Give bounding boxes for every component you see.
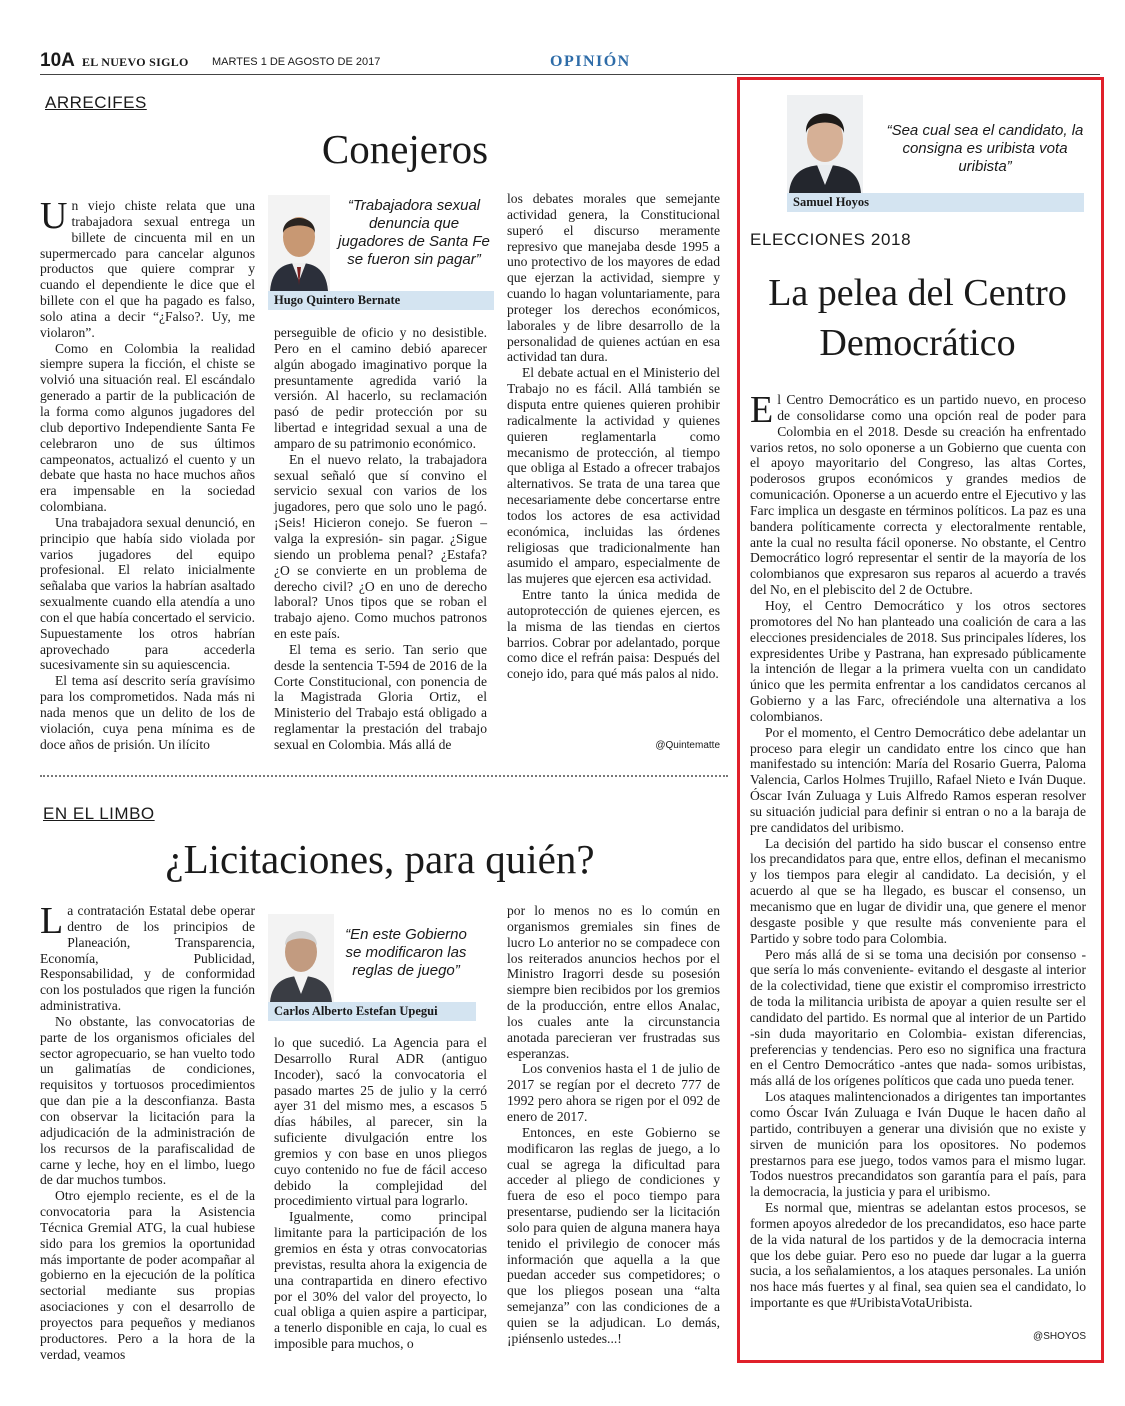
article1-column-1 bbox=[40, 195, 255, 758]
article3-author-handle: @SHOYOS bbox=[1033, 1331, 1086, 1342]
article1-paragraph: El tema es serio. Tan serio que desde la sentencia T-594 de 2016 de la Corte Constitucional, con ponencia de la Magistrada Gloria Ortiz, el Ministerio del Trabajo está obligado a reglamentar la prestación del trabajo sexual en Colombia. Más allá de bbox=[274, 641, 487, 752]
article2-column-2 bbox=[274, 1035, 487, 1355]
article3-paragraph: Los ataques malintencionados a dirigentes tan importantes como Óscar Iván Zuluaga e Iván Duque le hacen daño al partido, contribuyen a generar una división que no existe y sirven de munición para los opositores. No podemos prestarnos para ese juego, todos vamos para el mismo lugar. Todos nuestros precandidatos son garantía para el país, para la democracia, la justicia y para el uribismo. bbox=[750, 1089, 1086, 1200]
article2-column-1 bbox=[40, 900, 255, 1362]
article2-author-box bbox=[268, 914, 476, 1024]
article1-paragraph: En el nuevo relato, la trabajadora sexual señaló que sí convino el servicio sexual con varios de los jugadores, pero que solo uno le pagó. ¡Seis! Hicieron conejo. Se fueron –valga la expresión- sin pagar. ¿Sigue siendo un problema penal? ¿Estafa? ¿O se convierte en un problema de derecho civil? ¿O en uno de derecho laboral? Unos tipos que se roban el trabajo ajeno. Como muchos patronos en este país. bbox=[274, 451, 487, 642]
section-title: OPINIÓN bbox=[550, 53, 631, 70]
author-photo bbox=[268, 195, 330, 291]
article3-pull-quote: “Sea cual sea el candidato, la consigna es uribista vota uribista” bbox=[886, 122, 1084, 175]
article3-title: La pelea del Centro Democrático bbox=[768, 272, 1067, 364]
article1-kicker: ARRECIFES bbox=[45, 93, 147, 112]
section-divider bbox=[40, 775, 728, 777]
article2-kicker: EN EL LIMBO bbox=[43, 804, 155, 823]
article2-paragraph: por lo menos no es lo común en organismos gremiales sin fines de lucro Lo anterior no se compadece con los reiterados anuncios hechos por el Ministro Iragorri desde su posesión siempre bien recibidos por los gremios de la producción, entre ellos Analac, los cuales ante la circunstancia anotada parecieran ver frustradas sus esperanzas. bbox=[507, 903, 720, 1061]
article2-title: ¿Licitaciones, para quién? bbox=[165, 836, 595, 882]
article2-paragraph: Entonces, en este Gobierno se modificaron las reglas de juego, a lo cual se agrega la dificultad para acceder al pliego de condiciones y fuera de eso el poco tiempo para presentarse, pudiendo ser la licitación solo para quien de alguna manera haya tenido el privilegio de conocer más información que aquella a la que puedan acceder sus competidores; o que los pliegos posean una “alta semejanza” con las condiciones de a quien se la adjudican. Lo demás, ¡piénsenlo ustedes...! bbox=[507, 1124, 720, 1346]
article3-body bbox=[750, 389, 1086, 1327]
article1-paragraph: El debate actual en el Ministerio del Trabajo no es fácil. Allá también se disputa entre quienes quieren prohibir radicalmente la actividad y quienes quieren reglamentarla como mecanismo de protección, al tiempo que obliga al Estado a ofrecer trabajos alternativos. Se trata de una tarea que necesariamente debe concertarse entre todos los actores de esa actividad económica, incluidas las órdenes religiosas que tradicionalmente han asumido el amparo, especialmente de las mujeres que ejercen esa actividad. bbox=[507, 365, 720, 587]
article2-paragraph: Igualmente, como principal limitante para la participación de los gremios en ésta y otras convocatorias previstas, resulta ahora la exigencia de una contrapartida en dinero efectivo por el 30% del valor del proyecto, lo cual obliga a quien aspire a participar, a tenerlo disponible en caja, lo cual es imposible para muchos, o bbox=[274, 1209, 487, 1352]
masthead bbox=[40, 50, 1100, 74]
article1-column-2 bbox=[274, 325, 487, 755]
article2-paragraph: Los convenios hasta el 1 de julio de 2017 se regían por el decreto 777 de 1992 pero ahora se rigen por el 092 de enero de 2017. bbox=[507, 1061, 720, 1124]
article1-paragraph: Entre tanto la única medida de autoprotección de quienes ejercen, es la misma de las tiendas en ciertos barrios. Cobrar por adelantado, porque como dice el refrán paisa: Después del conejo ido, para qué más palos al nido. bbox=[507, 587, 720, 682]
article3-paragraph: Hoy, el Centro Democrático y los otros sectores promotores del No han planteado una coalición de cara a las elecciones presidenciales de 2018. Sus principales líderes, los expresidentes Uribe y Pastrana, han expresado públicamente la intención de llegar a la primera vuelta con un candidato único que les permita enfrentar a los candidatos cercanos al Gobierno y a las Farc, ofreciéndole una alternativa a los colombianos. bbox=[750, 597, 1086, 724]
article1-pull-quote: “Trabajadora sexual denuncia que jugadores de Santa Fe se fueron sin pagar” bbox=[338, 197, 490, 268]
page-number: 10A bbox=[40, 50, 75, 71]
article2-paragraph: No obstante, las convocatorias de parte de los organismos oficiales del sector agropecuario, se han vuelto todo un galimatías de condiciones, requisitos y tortuosos procedimientos que dan pie a la desconfianza. Basta con observar la licitación para la adjudicación de la administración de los recursos de la parafiscalidad de carne y leche, hoy en el limbo, luego de dar muchos tumbos. bbox=[40, 1013, 255, 1188]
drop-cap: L bbox=[40, 900, 64, 942]
article1-column-3 bbox=[507, 191, 720, 736]
article1-author-name: Hugo Quintero Bernate bbox=[268, 291, 494, 310]
article3-paragraph: Pero más allá de si se toma una decisión por consenso -que sería lo más conveniente- evitando el desgaste al interior de la colectividad, tiene que existir el compromiso irrestricto de toda la militancia uribista de apoyar a quien resulte ser el candidato del partido. Es normal que al interior de un Partido -sin duda mayoritario en Colombia- existan diferencias, preferencias y tendencias. Pero eso no significa una fractura en el Centro Democrático -antes que nada- somos uribistas, más allá de los orígenes políticos que cada uno pueda tener. bbox=[750, 946, 1086, 1089]
article1-paragraph: Un viejo chiste relata que una trabajadora sexual entrega un billete de cincuenta mil en un supermercado para cancelar algunos productos que quiere comprar y cuando el dependiente le dice que el billete con el que ha pagado es falso, solo atina a decir “¿Falso?. Uy, me violaron”. bbox=[40, 195, 255, 340]
article3-paragraph: Por el momento, el Centro Democrático debe adelantar un proceso para elegir un candidato entre los cinco que han manifestado su intención: María del Rosario Guerra, Paloma Valencia, Carlos Holmes Trujillo, Rafael Nieto e Iván Duque. Óscar Iván Zuluaga y Luis Alfredo Ramos esperan resolver su situación judicial para definir si entran o no a la baraja de pre candidatos del uribismo. bbox=[750, 724, 1086, 835]
article1-author-box bbox=[268, 195, 494, 315]
article1-title: Conejeros bbox=[321, 126, 489, 172]
author-photo bbox=[787, 95, 863, 193]
publication-name: EL NUEVO SIGLO bbox=[82, 55, 189, 69]
drop-cap: E bbox=[750, 389, 774, 431]
article3-paragraph: Es normal que, mientras se adelantan estos procesos, se formen apoyos alrededor de los precandidatos, eso hace parte de la vida natural de los partidos y de la democracia interna que los debe guiar. Pero eso no puede dar lugar a la guerra sucia, a los señalamientos, a los ataques personales. La unión nos hace más fuertes y al final, sea quien sea el candidato, lo importante es que #UribistaVotaUribista. bbox=[750, 1200, 1086, 1311]
article2-paragraph: lo que sucedió. La Agencia para el Desarrollo Rural ADR (antiguo Incoder), sacó la convocatoria el pasado martes 25 de julio y la cerró ayer 31 del mismo mes, a escasos 5 días hábiles, al parecer, sin la suficiente divulgación entre los gremios y con base en unos pliegos cuyo contenido no fue de fácil acceso debido la complejidad del procedimiento virtual para lograrlo. bbox=[274, 1035, 487, 1209]
article1-paragraph: Como en Colombia la realidad siempre supera la ficción, el chiste se volvió una situación real. El escándalo generado a partir de la publicación de la forma como algunos jugadores del club deportivo Independiente Santa Fe celebraron uno de sus últimos campeonatos, actualizó el cuento y un debate que hasta no hace muchos años era impensable en la sociedad colombiana. bbox=[40, 340, 255, 515]
article3-author-name: Samuel Hoyos bbox=[787, 193, 1084, 212]
article2-pull-quote: “En este Gobierno se modificaron las reglas de juego” bbox=[345, 926, 467, 979]
article3-paragraph: La decisión del partido ha sido buscar el consenso entre los precandidatos para que, entre ellos, definan el mecanismo y los tiempos para elegir al candidato. La decisión, y el acuerdo al que se ha llegado, es buscar el consenso, un mecanismo que en lugar de dividir una, que genere el menor desgaste posible y que resulte más conveniente para el Partido y sobre todo para Colombia. bbox=[750, 835, 1086, 946]
article3-kicker: ELECCIONES 2018 bbox=[750, 230, 912, 249]
drop-cap: U bbox=[40, 195, 68, 237]
article1-paragraph: los debates morales que semejante actividad genera, la Constitucional superó el discurso meramente represivo que manejaba desde 1995 a uno protectivo de los mayores de edad que ejerzan la actividad, siempre y cuando lo hagan voluntariamente, para proteger los derechos económicos, laborales y de libre desarrollo de la personalidad de quienes actúan en esa actividad tan dura. bbox=[507, 191, 720, 365]
article1-author-handle: @Quintematte bbox=[655, 740, 720, 751]
article2-paragraph: La contratación Estatal debe operar dentro de los principios de Planeación, Transparencia, Economía, Publicidad, Responsabilidad, y de conformidad con los postulados que rigen la función administrativa. bbox=[40, 900, 255, 1014]
masthead-rule bbox=[40, 74, 1100, 75]
article3-paragraph: El Centro Democrático es un partido nuevo, en proceso de consolidarse como una opción real de poder para Colombia en el 2018. Desde su creación ha enfrentado varios retos, no solo oponerse a un Gobierno que cuenta con el apoyo mayoritario del Congreso, las altas Cortes, poderosos grupos económicos y grandes medios de comunicación. Oponerse a un acuerdo entre el Ejecutivo y las Farc implica un desgaste en términos políticos. La paz es una bandera políticamente correcta y electoralmente rentable, ante la cual no resulta fácil oponerse. No obstante, el Centro Democrático logró representar el sentir de la mayoría de los colombianos que expresaron sus reparos al acuerdo a través del No, en el plebiscito del 2 de Octubre. bbox=[750, 389, 1086, 598]
author-photo bbox=[268, 914, 334, 1002]
article1-paragraph: Una trabajadora sexual denunció, en principio que había sido violada por varios jugadores del equipo profesional. El relato inicialmente señalaba que varios la habrían asaltado sexualmente cuando ella atendía a uno con el que había concertado el servicio. Supuestamente los otros habrían aprovechado para accederla sucesivamente sin su aquiescencia. bbox=[40, 514, 255, 673]
article2-paragraph: Otro ejemplo reciente, es el de la convocatoria para la Asistencia Técnica Gremial ATG, la cual hubiese sido para los gremios la oportunidad más importante de poder acompañar al gobierno en la ejecución de la política sectorial mediante sus propias asociaciones y con el desarrollo de proyectos para pequeños y medianos productores. Pero a la hora de la verdad, veamos bbox=[40, 1188, 255, 1362]
article1-paragraph: El tema así descrito sería gravísimo para los comprometidos. Nada más ni nada menos que un delito de los de violación, cuya pena mínima es de doce años de prisión. Un ilícito bbox=[40, 673, 255, 752]
article1-paragraph: perseguible de oficio y no desistible. Pero en el camino debió aparecer algún abogado imaginativo porque la presuntamente agredida varió la versión. Al hacerlo, su reclamación pasó de pedir protección por su libertad e integridad sexual a una de amparo de su patrimonio económico. bbox=[274, 325, 487, 451]
article2-column-3 bbox=[507, 903, 720, 1348]
article2-author-name: Carlos Alberto Estefan Upegui bbox=[268, 1002, 476, 1021]
issue-date: MARTES 1 DE AGOSTO DE 2017 bbox=[212, 56, 381, 68]
